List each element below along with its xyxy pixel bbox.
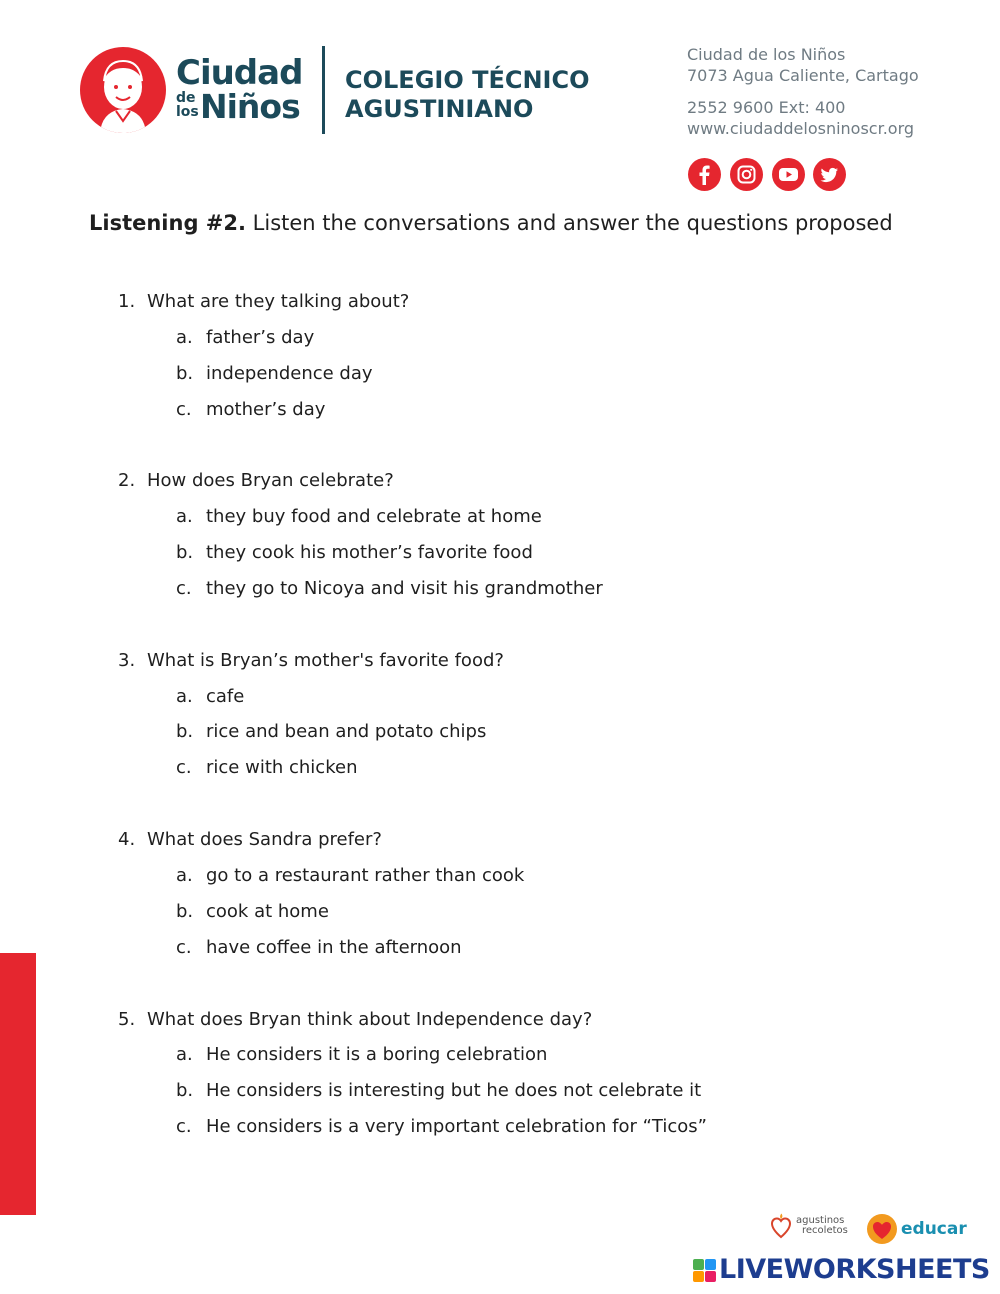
- school-name-line2: AGUSTINIANO: [345, 95, 534, 123]
- brand-los: los: [176, 104, 199, 120]
- agustinos-line2: recoletos: [802, 1225, 848, 1236]
- title-bold: Listening #2.: [89, 211, 246, 235]
- liveworksheets-text: LIVEWORKSHEETS: [719, 1254, 990, 1285]
- option-5c[interactable]: [176, 1115, 707, 1139]
- option-5b[interactable]: [176, 1079, 701, 1103]
- heart-flame-icon: [770, 1213, 792, 1239]
- option-text: independence day: [206, 363, 373, 384]
- question-text: How does Bryan celebrate?: [147, 470, 394, 491]
- educar-logo: [866, 1213, 967, 1245]
- option-text: cook at home: [206, 901, 329, 922]
- twitter-icon[interactable]: [813, 158, 846, 191]
- question-number: 4.: [118, 829, 136, 850]
- option-text: they buy food and celebrate at home: [206, 506, 542, 527]
- brand-ninos: Niños: [200, 87, 300, 126]
- educar-emblem-icon: [866, 1213, 898, 1245]
- option-1a[interactable]: [176, 326, 314, 350]
- question-text: What is Bryan’s mother's favorite food?: [147, 650, 504, 671]
- option-letter: a.: [176, 1044, 193, 1065]
- ciudad-de-los-ninos-logo: [80, 47, 166, 133]
- brand-ciudad: Ciudad: [176, 53, 303, 93]
- option-4a[interactable]: [176, 864, 524, 888]
- option-text: He considers is interesting but he does not celebrate it: [206, 1080, 702, 1101]
- question-5: [118, 1008, 592, 1032]
- agustinos-recoletos-logo: [770, 1213, 848, 1239]
- liveworksheets-badge-icon: [693, 1259, 716, 1282]
- question-text: What does Sandra prefer?: [147, 829, 382, 850]
- brand-de: de: [176, 90, 196, 106]
- option-letter: a.: [176, 327, 193, 348]
- educar-text: educar: [901, 1219, 967, 1239]
- contact-address: 7073 Agua Caliente, Cartago: [687, 66, 919, 85]
- option-4c[interactable]: [176, 936, 462, 960]
- option-text: rice and bean and potato chips: [206, 721, 487, 742]
- option-letter: a.: [176, 865, 193, 886]
- option-4b[interactable]: [176, 900, 329, 924]
- liveworksheets-logo[interactable]: [693, 1256, 990, 1284]
- question-number: 5.: [118, 1009, 136, 1030]
- option-text: mother’s day: [206, 399, 326, 420]
- option-3c[interactable]: [176, 756, 357, 780]
- title-rest: Listen the conversations and answer the questions proposed: [246, 211, 893, 235]
- question-number: 2.: [118, 470, 136, 491]
- option-letter: b.: [176, 901, 194, 922]
- question-3: [118, 649, 504, 673]
- option-letter: c.: [176, 937, 192, 958]
- question-1: [118, 290, 409, 314]
- option-text: have coffee in the afternoon: [206, 937, 462, 958]
- option-text: go to a restaurant rather than cook: [206, 865, 525, 886]
- question-number: 3.: [118, 650, 136, 671]
- instagram-icon[interactable]: [730, 158, 763, 191]
- option-text: they cook his mother’s favorite food: [206, 542, 533, 563]
- question-text: What are they talking about?: [147, 291, 410, 312]
- left-accent-bar: [0, 953, 36, 1215]
- contact-website[interactable]: www.ciudaddelosninoscr.org: [687, 119, 915, 138]
- option-letter: b.: [176, 1080, 194, 1101]
- option-letter: c.: [176, 757, 192, 778]
- agustinos-line1: agustinos: [796, 1215, 845, 1226]
- question-text: What does Bryan think about Independence day?: [147, 1009, 593, 1030]
- option-letter: b.: [176, 363, 194, 384]
- option-letter: b.: [176, 721, 194, 742]
- option-text: they go to Nicoya and visit his grandmother: [206, 578, 603, 599]
- worksheet-title: [89, 209, 893, 237]
- contact-name: Ciudad de los Niños: [687, 45, 846, 64]
- option-letter: c.: [176, 1116, 192, 1137]
- option-text: father’s day: [206, 327, 315, 348]
- option-letter: a.: [176, 506, 193, 527]
- option-text: He considers is a very important celebration for “Ticos”: [206, 1116, 707, 1137]
- header-divider: [322, 46, 325, 134]
- option-2a[interactable]: [176, 505, 542, 529]
- option-1b[interactable]: [176, 362, 373, 386]
- option-2c[interactable]: [176, 577, 603, 601]
- option-letter: c.: [176, 578, 192, 599]
- question-4: [118, 828, 382, 852]
- facebook-icon[interactable]: [688, 158, 721, 191]
- question-2: [118, 469, 394, 493]
- option-text: cafe: [206, 686, 245, 707]
- youtube-icon[interactable]: [772, 158, 805, 191]
- option-text: He considers it is a boring celebration: [206, 1044, 548, 1065]
- option-text: rice with chicken: [206, 757, 358, 778]
- option-letter: a.: [176, 686, 193, 707]
- option-letter: b.: [176, 542, 194, 563]
- option-5a[interactable]: [176, 1043, 547, 1067]
- option-1c[interactable]: [176, 398, 325, 422]
- option-3a[interactable]: [176, 685, 244, 709]
- option-2b[interactable]: [176, 541, 533, 565]
- option-3b[interactable]: [176, 720, 486, 744]
- question-number: 1.: [118, 291, 136, 312]
- option-letter: c.: [176, 399, 192, 420]
- contact-phone: 2552 9600 Ext: 400: [687, 98, 846, 117]
- school-name-line1: COLEGIO TÉCNICO: [345, 66, 590, 94]
